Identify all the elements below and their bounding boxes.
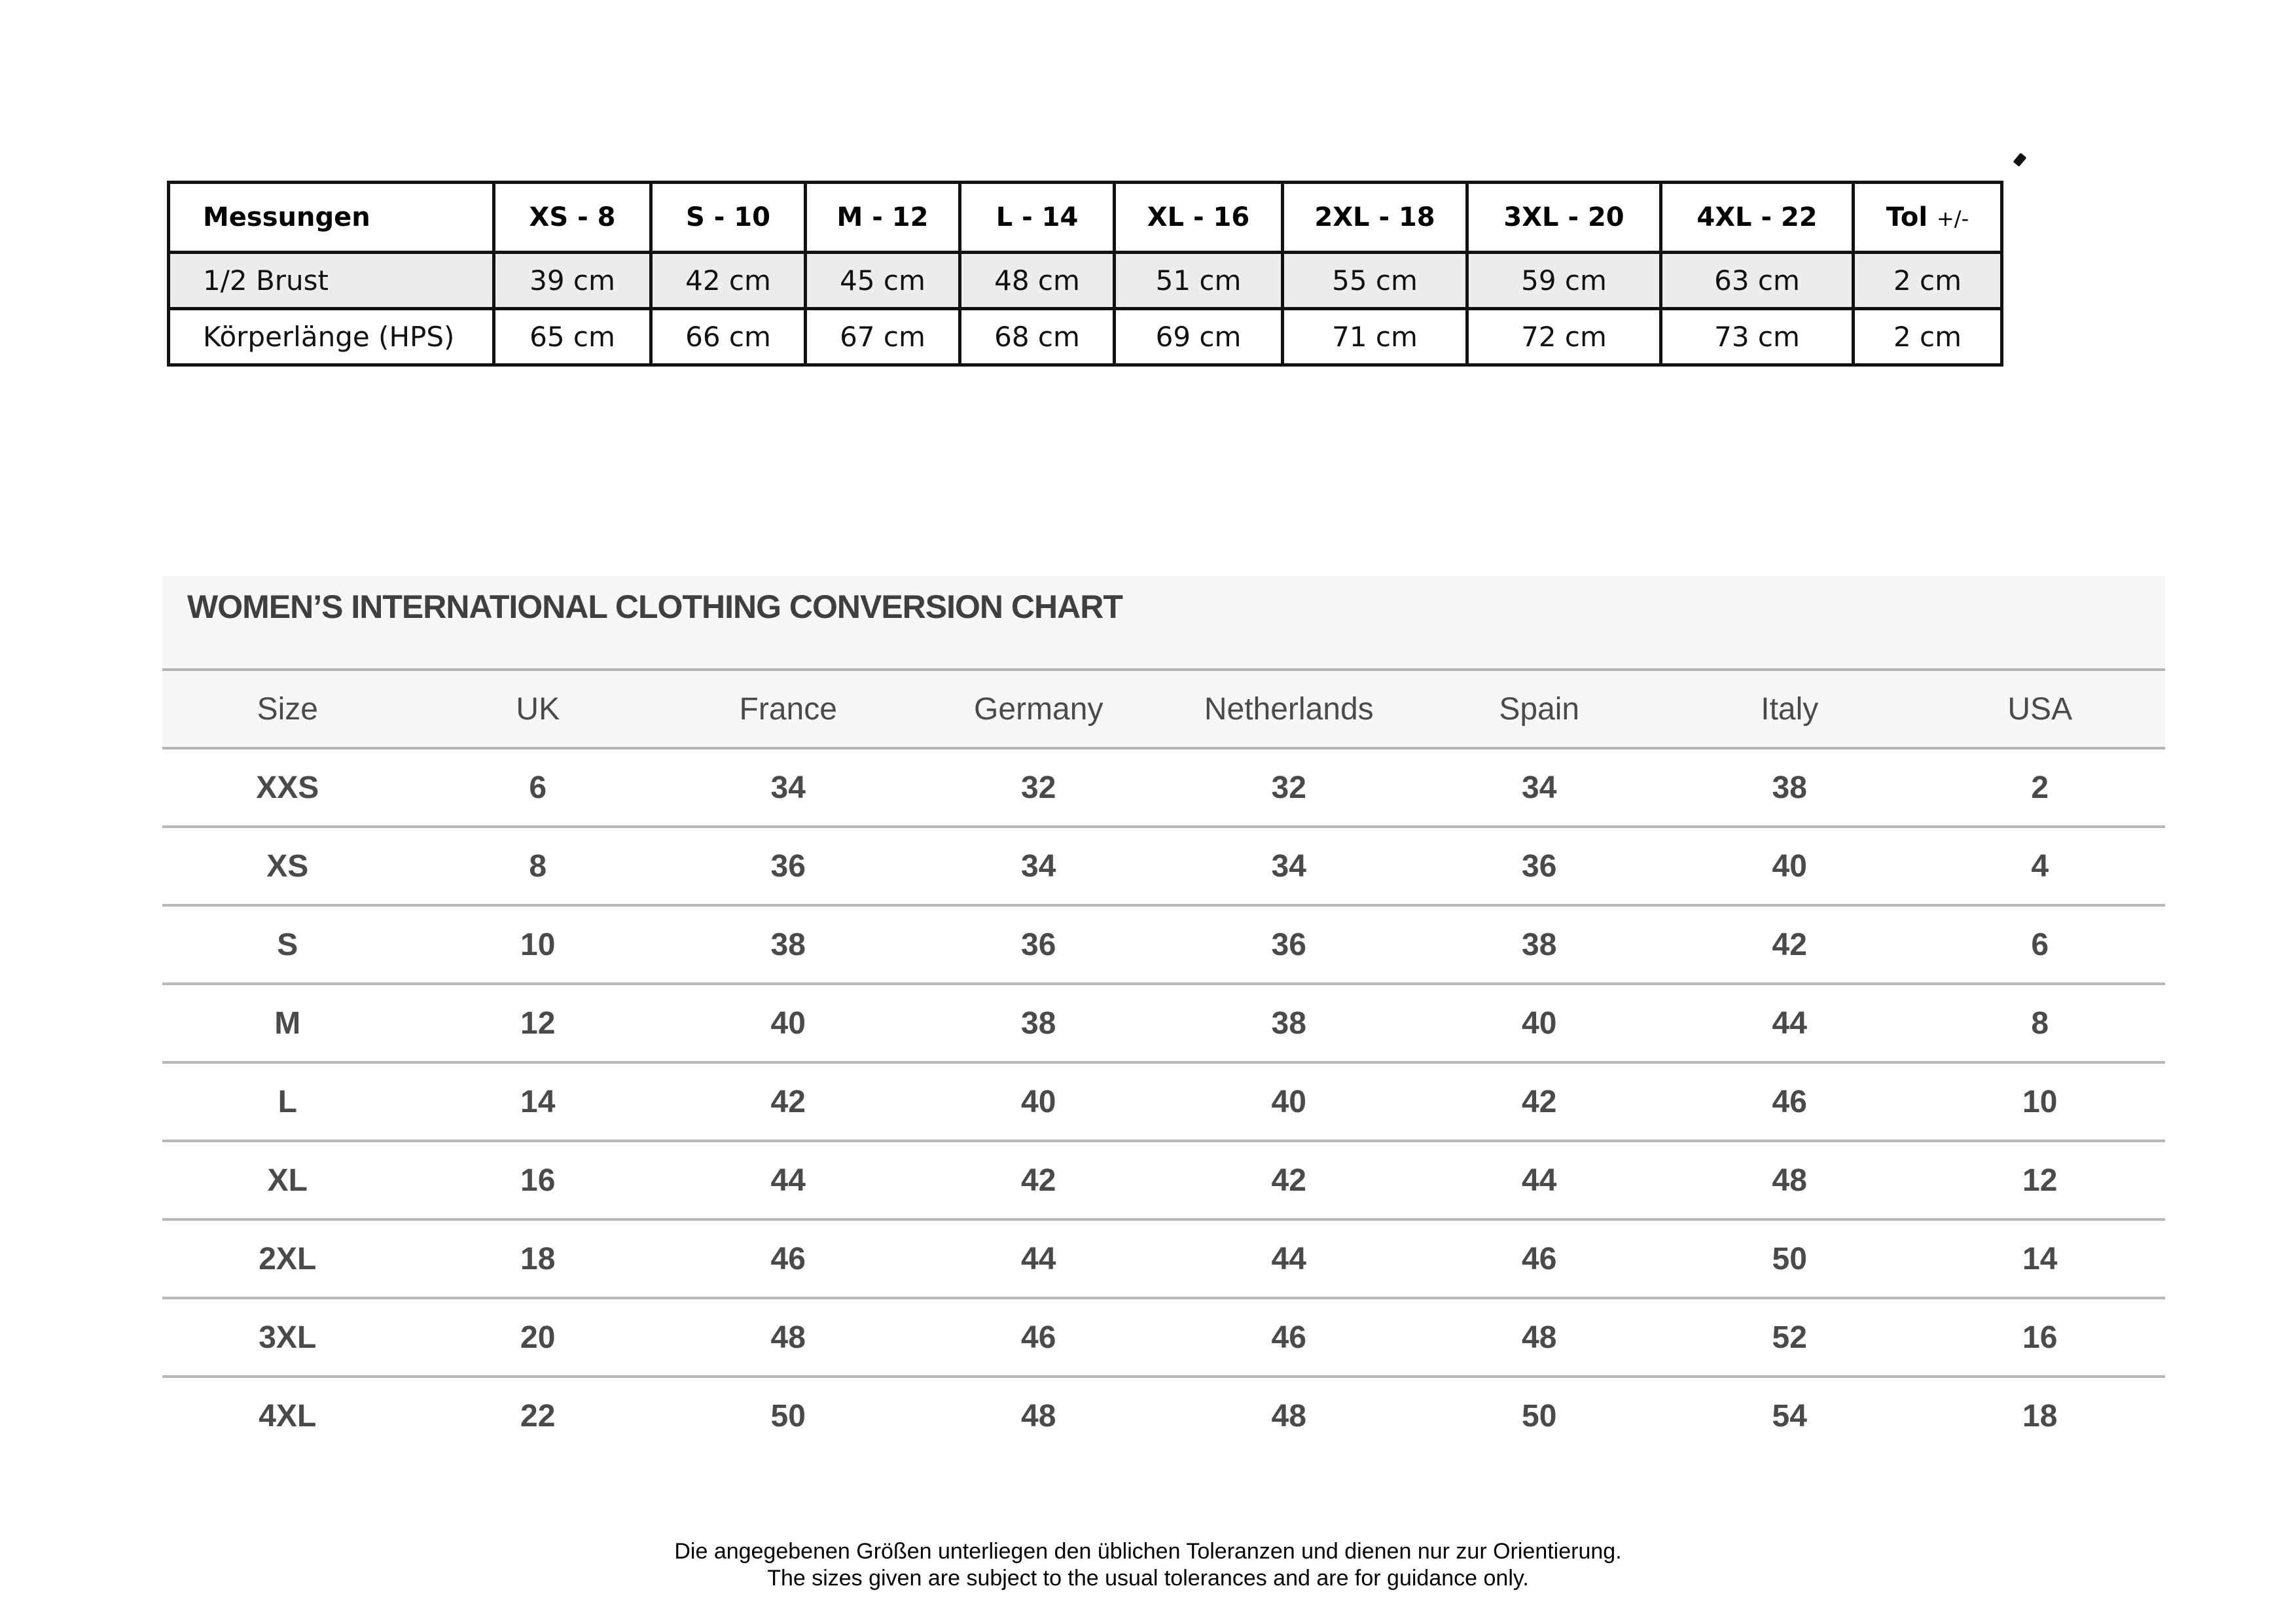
- measurements-header-row: [169, 183, 2002, 253]
- conversion-value-cell: 48: [1664, 1141, 1915, 1219]
- conversion-value-cell: 34: [663, 748, 914, 827]
- measurement-value: 73 cm: [1661, 309, 1854, 365]
- conversion-value-cell: 50: [1522, 1398, 1557, 1434]
- conversion-value-cell: 40: [1414, 984, 1665, 1062]
- conversion-value-cell: 36: [663, 827, 914, 905]
- conversion-value-cell: 20: [413, 1298, 664, 1377]
- conversion-value-cell: 38: [1414, 905, 1665, 984]
- tolerance-header-suffix: +/-: [1936, 206, 1969, 231]
- measurement-value: 66 cm: [651, 309, 806, 365]
- conversion-value-cell: 48: [1414, 1298, 1665, 1377]
- conversion-size-cell: 4XL: [259, 1398, 317, 1434]
- size-header-xs: XS - 8: [494, 183, 651, 253]
- conversion-value-cell: 54: [1772, 1398, 1807, 1434]
- conversion-value-cell: 22: [520, 1398, 556, 1434]
- conversion-size-cell: S: [162, 905, 413, 984]
- footer-note-english: The sizes given are subject to the usual tolerances and are for guidance only.: [767, 1566, 1529, 1591]
- conversion-value-cell: 34: [1164, 827, 1414, 905]
- conversion-table-body: [162, 748, 2165, 1454]
- conversion-value-cell: 8: [1915, 984, 2166, 1062]
- conversion-value-cell: 46: [1164, 1298, 1414, 1377]
- measurement-value: 69 cm: [1115, 309, 1283, 365]
- conversion-value-cell: 42: [1664, 905, 1915, 984]
- conversion-table: [162, 671, 2165, 1454]
- measurement-row-chest: [169, 253, 2002, 309]
- conversion-value-cell: 40: [1164, 1062, 1414, 1141]
- conversion-value-cell: 32: [914, 748, 1164, 827]
- conversion-value-cell: 46: [914, 1298, 1164, 1377]
- conversion-value-cell: 42: [663, 1062, 914, 1141]
- conversion-table-row: [162, 1141, 2165, 1219]
- size-header-l: L - 14: [960, 183, 1115, 253]
- conversion-value-cell: 46: [1414, 1219, 1665, 1298]
- conversion-chart: [162, 576, 2165, 1454]
- conversion-size-cell: XL: [162, 1141, 413, 1219]
- conversion-value-cell: 38: [914, 984, 1164, 1062]
- conversion-header-row: [162, 671, 2165, 748]
- conversion-value-cell: 36: [1164, 905, 1414, 984]
- size-header-m: M - 12: [806, 183, 960, 253]
- conversion-column-header: Netherlands: [1164, 671, 1414, 748]
- conversion-value-cell: 36: [914, 905, 1164, 984]
- conversion-value-cell: 52: [1664, 1298, 1915, 1377]
- conversion-value-cell: 14: [413, 1062, 664, 1141]
- conversion-column-header: France: [663, 671, 914, 748]
- conversion-column-header: UK: [413, 671, 664, 748]
- conversion-value-cell: 12: [413, 984, 664, 1062]
- measurement-tolerance: 2 cm: [1854, 309, 2002, 365]
- conversion-column-header: Size: [162, 671, 413, 748]
- conversion-value-cell: 38: [663, 905, 914, 984]
- conversion-value-cell: 44: [1164, 1219, 1414, 1298]
- conversion-value-cell: 34: [914, 827, 1164, 905]
- measurement-row-length: [169, 309, 2002, 365]
- corner-mark: [2013, 153, 2027, 167]
- conversion-table-row: [162, 1377, 2165, 1454]
- footer-note: [0, 1538, 2296, 1592]
- measurement-value: 68 cm: [960, 309, 1115, 365]
- conversion-table-row: [162, 905, 2165, 984]
- measurement-value: 42 cm: [651, 253, 806, 309]
- conversion-value-cell: 40: [914, 1062, 1164, 1141]
- measurement-value: 67 cm: [806, 309, 960, 365]
- conversion-value-cell: 18: [2022, 1398, 2058, 1434]
- conversion-column-header: Spain: [1414, 671, 1665, 748]
- measurement-tolerance: 2 cm: [1854, 253, 2002, 309]
- conversion-value-cell: 32: [1164, 748, 1414, 827]
- conversion-value-cell: 10: [1915, 1062, 2166, 1141]
- conversion-value-cell: 44: [914, 1219, 1164, 1298]
- measurement-label: 1/2 Brust: [169, 253, 494, 309]
- conversion-table-row: [162, 827, 2165, 905]
- tolerance-header: [1854, 183, 2002, 253]
- conversion-value-cell: 44: [1414, 1141, 1665, 1219]
- tolerance-header-main: Tol: [1886, 202, 1928, 232]
- conversion-table-row: [162, 1062, 2165, 1141]
- conversion-column-header: USA: [1915, 671, 2166, 748]
- conversion-value-cell: 42: [914, 1141, 1164, 1219]
- conversion-size-cell: L: [162, 1062, 413, 1141]
- measurement-value: 72 cm: [1467, 309, 1661, 365]
- conversion-value-cell: 38: [1164, 984, 1414, 1062]
- conversion-value-cell: 34: [1414, 748, 1665, 827]
- conversion-value-cell: 6: [1915, 905, 2166, 984]
- conversion-table-row: [162, 1219, 2165, 1298]
- size-header-3xl: 3XL - 20: [1467, 183, 1661, 253]
- conversion-value-cell: 42: [1414, 1062, 1665, 1141]
- conversion-table-row: [162, 984, 2165, 1062]
- conversion-value-cell: 16: [1915, 1298, 2166, 1377]
- measurement-label: Körperlänge (HPS): [169, 309, 494, 365]
- conversion-value-cell: 18: [413, 1219, 664, 1298]
- conversion-value-cell: 40: [1664, 827, 1915, 905]
- conversion-size-cell: XS: [162, 827, 413, 905]
- conversion-value-cell: 42: [1164, 1141, 1414, 1219]
- conversion-value-cell: 48: [663, 1298, 914, 1377]
- conversion-value-cell: 40: [663, 984, 914, 1062]
- conversion-value-cell: 8: [413, 827, 664, 905]
- measurement-value: 71 cm: [1283, 309, 1467, 365]
- conversion-value-cell: 4: [1915, 827, 2166, 905]
- measurement-value: 65 cm: [494, 309, 651, 365]
- conversion-value-cell: 10: [413, 905, 664, 984]
- conversion-value-cell: 38: [1664, 748, 1915, 827]
- conversion-size-cell: 2XL: [162, 1219, 413, 1298]
- conversion-value-cell: 48: [1021, 1398, 1056, 1434]
- conversion-value-cell: 44: [1664, 984, 1915, 1062]
- measurement-value: 63 cm: [1661, 253, 1854, 309]
- conversion-column-header: Germany: [914, 671, 1164, 748]
- conversion-value-cell: 14: [1915, 1219, 2166, 1298]
- conversion-size-cell: 3XL: [162, 1298, 413, 1377]
- size-header-xl: XL - 16: [1115, 183, 1283, 253]
- conversion-value-cell: 12: [1915, 1141, 2166, 1219]
- size-header-4xl: 4XL - 22: [1661, 183, 1854, 253]
- conversion-size-cell: M: [162, 984, 413, 1062]
- conversion-value-cell: 50: [770, 1398, 806, 1434]
- measurement-value: 55 cm: [1283, 253, 1467, 309]
- conversion-column-header: Italy: [1664, 671, 1915, 748]
- measurement-value: 59 cm: [1467, 253, 1661, 309]
- conversion-value-cell: 6: [413, 748, 664, 827]
- measurements-table: [167, 181, 2003, 367]
- conversion-value-cell: 36: [1414, 827, 1665, 905]
- measurement-value: 45 cm: [806, 253, 960, 309]
- conversion-value-cell: 50: [1664, 1219, 1915, 1298]
- measurement-value: 39 cm: [494, 253, 651, 309]
- conversion-chart-title: WOMEN’S INTERNATIONAL CLOTHING CONVERSION CHART: [162, 576, 2165, 671]
- size-header-s: S - 10: [651, 183, 806, 253]
- measurement-value: 51 cm: [1115, 253, 1283, 309]
- measurement-value: 48 cm: [960, 253, 1115, 309]
- conversion-value-cell: 48: [1271, 1398, 1306, 1434]
- conversion-size-cell: XXS: [162, 748, 413, 827]
- measurements-header-label: Messungen: [169, 183, 494, 253]
- conversion-value-cell: 16: [413, 1141, 664, 1219]
- conversion-table-row: [162, 1298, 2165, 1377]
- footer-note-german: Die angegebenen Größen unterliegen den üblichen Toleranzen und dienen nur zur Orientierung.: [674, 1539, 1622, 1564]
- conversion-value-cell: 44: [663, 1141, 914, 1219]
- conversion-value-cell: 46: [1664, 1062, 1915, 1141]
- size-header-2xl: 2XL - 18: [1283, 183, 1467, 253]
- conversion-value-cell: 2: [1915, 748, 2166, 827]
- conversion-value-cell: 46: [663, 1219, 914, 1298]
- conversion-table-row: [162, 748, 2165, 827]
